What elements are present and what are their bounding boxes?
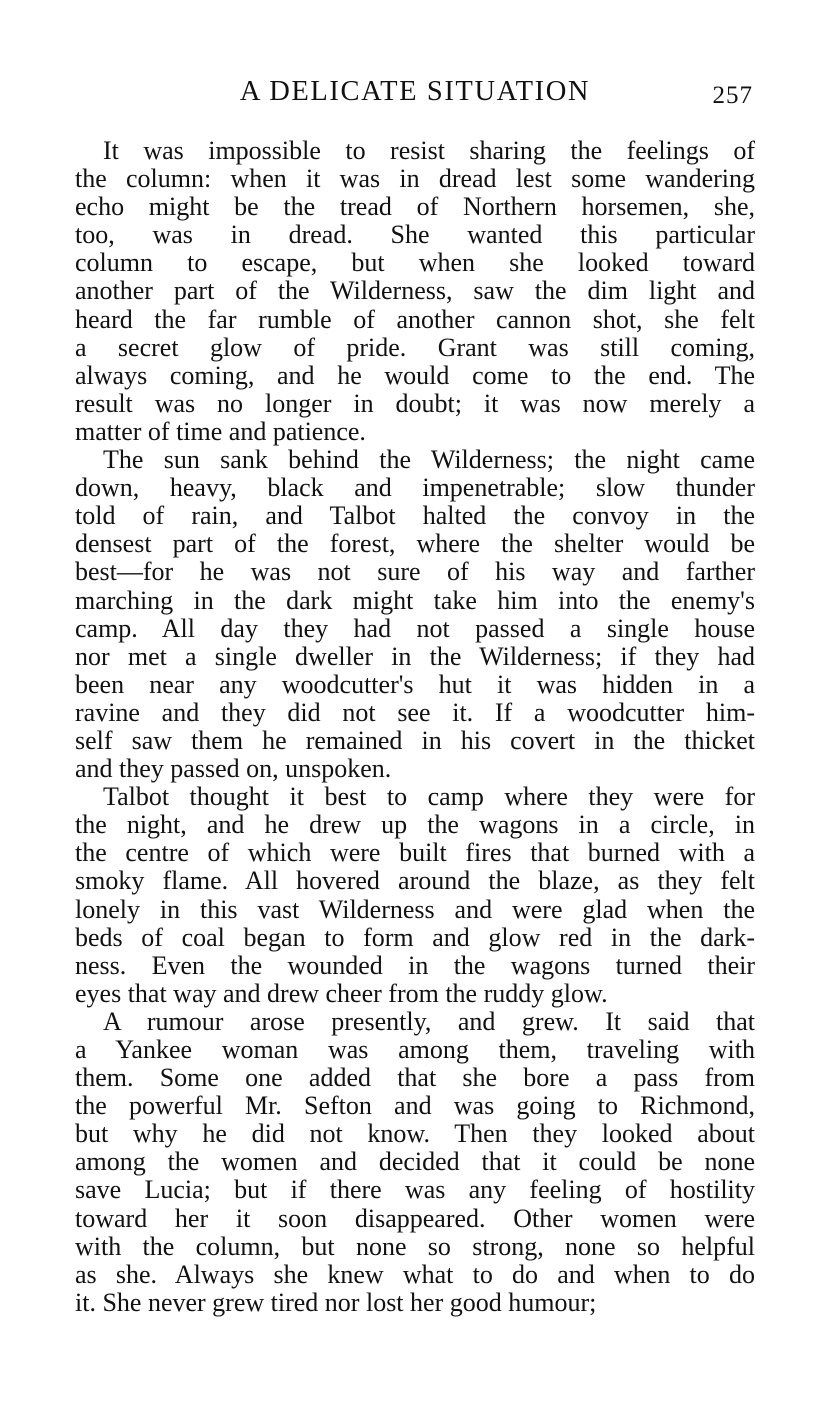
text-line: densest part of the forest, where the shelter would be	[75, 529, 755, 559]
text-line: column to escape, but when she looked toward	[75, 248, 755, 278]
text-line: ravine and they did not see it. If a woodcutter him-	[75, 697, 755, 727]
text-line: among the women and decided that it could be none	[75, 1147, 755, 1177]
text-line: matter of time and patience.	[75, 416, 366, 446]
paragraph	[75, 137, 755, 446]
text-line: save Lucia; but if there was any feeling of hostility	[75, 1175, 755, 1205]
text-line: nor met a single dweller in the Wilderness; if they had	[75, 641, 755, 671]
text-line: smoky flame. All hovered around the blaze, as they felt	[75, 866, 755, 896]
text-line: It was impossible to resist sharing the feelings of	[103, 136, 755, 165]
text-line: but why he did not know. Then they looked about	[75, 1119, 755, 1149]
text-line: The sun sank behind the Wilderness; the night came	[103, 445, 755, 475]
text-line: a Yankee woman was among them, traveling with	[75, 1035, 755, 1064]
text-line: camp. All day they had not passed a single house	[75, 613, 755, 643]
page-number: 257	[712, 82, 753, 109]
text-line: beds of coal began to form and glow red in the dark-	[75, 922, 755, 952]
text-line: heard the far rumble of another cannon shot, she felt	[75, 304, 755, 334]
running-title: A DELICATE SITUATION	[239, 76, 591, 107]
text-line: them. Some one added that she bore a pass from	[75, 1063, 755, 1093]
text-line: eyes that way and drew cheer from the ruddy glow.	[75, 978, 608, 1008]
text-line: with the column, but none so strong, none so helpful	[75, 1231, 755, 1261]
text-line: too, was in dread. She wanted this particular	[75, 220, 755, 250]
text-line: the column: when it was in dread lest some wandering	[75, 164, 755, 194]
text-line: self saw them he remained in his covert in the thicket	[75, 725, 755, 755]
text-line: a secret glow of pride. Grant was still coming,	[75, 332, 755, 362]
text-line: as she. Always she knew what to do and when to do	[75, 1259, 755, 1289]
paragraph	[75, 446, 755, 783]
text-line: it. She never grew tired nor lost her good humour;	[75, 1287, 597, 1317]
text-line: and they passed on, unspoken.	[75, 754, 392, 784]
text-line: another part of the Wilderness, saw the dim light and	[75, 276, 755, 306]
text-line: been near any woodcutter's hut it was hidden in a	[75, 669, 755, 699]
paragraph	[75, 1008, 755, 1317]
text-line: best—for he was not sure of his way and farther	[75, 557, 755, 587]
paragraph	[75, 783, 755, 1008]
text-line: always coming, and he would come to the end. The	[75, 360, 755, 390]
text-line: the centre of which were built fires that burned with a	[75, 838, 755, 868]
text-line: marching in the dark might take him into the enemy's	[75, 585, 755, 615]
text-line: lonely in this vast Wilderness and were glad when the	[75, 894, 755, 924]
text-line: A rumour arose presently, and grew. It said that	[103, 1006, 755, 1036]
text-line: toward her it soon disappeared. Other women were	[75, 1203, 755, 1233]
page-header	[75, 72, 755, 112]
body-text	[75, 137, 755, 1317]
text-line: echo might be the tread of Northern horsemen, she,	[75, 192, 755, 222]
text-line: the night, and he drew up the wagons in a circle, in	[75, 810, 755, 840]
text-line: down, heavy, black and impenetrable; slow thunder	[75, 473, 755, 503]
text-line: result was no longer in doubt; it was now merely a	[75, 388, 755, 418]
text-line: Talbot thought it best to camp where they were for	[103, 782, 755, 812]
text-line: told of rain, and Talbot halted the convoy in the	[75, 501, 755, 531]
text-line: the powerful Mr. Sefton and was going to Richmond,	[75, 1091, 755, 1121]
text-line: ness. Even the wounded in the wagons turned their	[75, 950, 755, 980]
